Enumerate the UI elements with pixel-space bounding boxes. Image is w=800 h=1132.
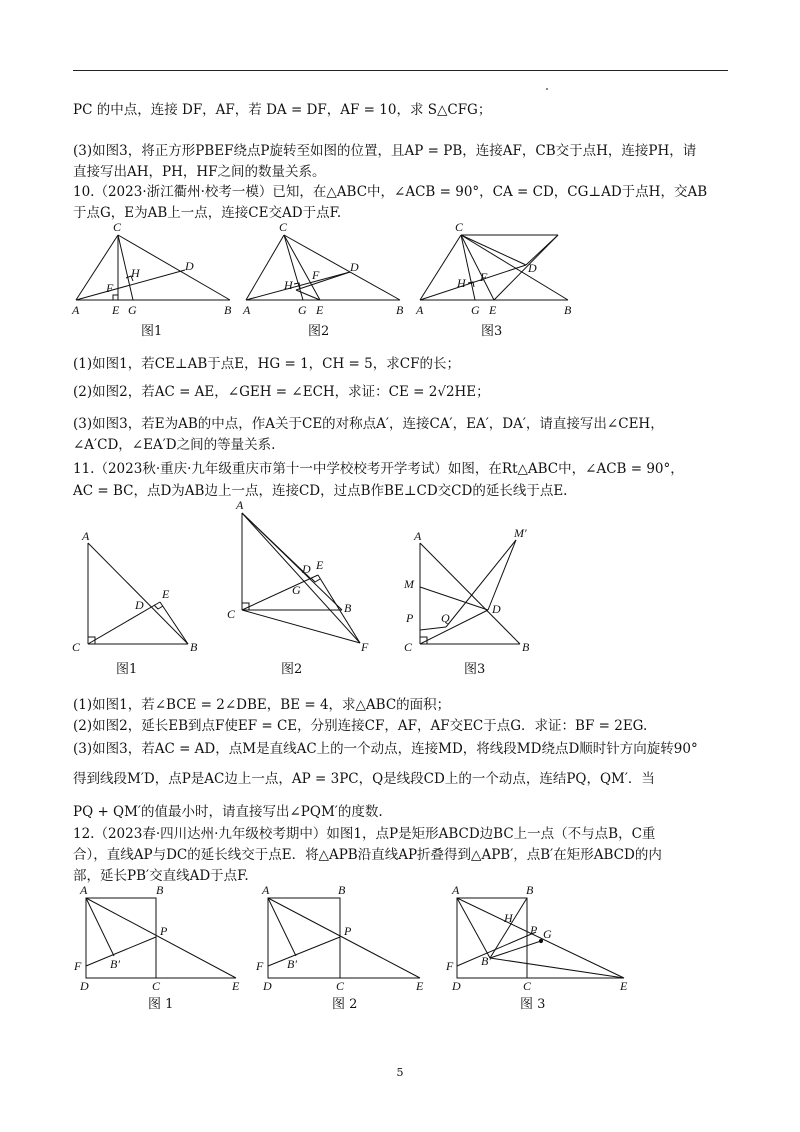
q10-part2: (2)如图2，若AC = AE，∠GEH = ∠ECH，求证：CE = 2√2HE； (73, 384, 490, 400)
q10f3-label-d: D (528, 261, 537, 275)
q10f2-label-h: H (284, 278, 293, 292)
q11-stem-line-2: AC = BC，点D为AB边上一点，连接CD，过点B作BE⊥CD交CD的延长线于点E. (73, 483, 568, 499)
q11f2-label-b: B (344, 601, 352, 615)
q11-part1: (1)如图1，若∠BCE = 2∠DBE，BE = 4，求△ABC的面积； (73, 697, 451, 713)
q12-caption-1: 图 1 (148, 997, 174, 1012)
q12f3-label-f: F (446, 959, 454, 973)
q11-part2: (2)如图2，延长EB到点F使EF = CE，分别连接CF，AF，AF交EC于点G．求证：BF = 2EG. (73, 718, 648, 734)
q11f3-label-d: D (492, 602, 501, 616)
q10f1-label-d: D (185, 259, 194, 273)
q11f2-label-a: A (236, 498, 244, 512)
q12f2-label-a: A (262, 883, 270, 897)
q10-figure-3 (415, 220, 572, 317)
q11-figure-1 (72, 529, 198, 654)
q11f2-label-c: C (227, 607, 236, 621)
q11-part3-line-1: (3)如图3，若AC = AD，点M是直线AC上的一个动点，连接MD，将线段MD绕点D顺时针方向旋转90° (73, 741, 698, 757)
q10-part3-line-1: (3)如图3，若E为AB的中点，作A关于CE的对称点A′，连接CA′，EA′，DA′，请直接写出∠CEH， (73, 416, 664, 432)
q10f1-label-a: A (72, 303, 80, 317)
q11f3-label-q: Q (441, 611, 450, 625)
q12f3-label-c: C (523, 979, 532, 993)
q12f2-label-f: F (256, 959, 264, 973)
q12f2-label-c: C (336, 979, 345, 993)
q10-part1: (1)如图1，若CE⊥AB于点E，HG = 1，CH = 5，求CF的长； (73, 356, 460, 372)
q11-part3-line-3: PQ + QM′的值最小时，请直接写出∠PQM′的度数. (73, 804, 383, 820)
q10f3-label-b: B (564, 303, 572, 317)
q10f2-label-b: B (396, 303, 404, 317)
q12f1-label-c: C (152, 979, 161, 993)
q11f1-label-b: B (190, 640, 198, 654)
q12-figure-2 (255, 883, 424, 993)
q12f3-label-g: G (543, 927, 552, 941)
q11-caption-1: 图1 (116, 662, 138, 677)
q12-figure-1 (73, 883, 240, 993)
q12f3-label-p: P (530, 923, 538, 937)
q12f3-label-h: H (504, 911, 513, 925)
q10f2-label-f: F (312, 268, 320, 282)
q12f2-label-b: B (338, 883, 346, 897)
q12f3-label-a: A (452, 883, 460, 897)
q10f2-label-d: D (350, 260, 359, 274)
q12f2-label-d: D (263, 979, 272, 993)
page-number: 5 (396, 1066, 404, 1079)
q12f1-label-f: F (74, 959, 82, 973)
q12-stem-line-1: 12.（2023春·四川达州·九年级校考期中）如图1，点P是矩形ABCD边BC上一点（不与点B，C重 (73, 826, 656, 842)
q11f2-label-d: D (302, 562, 311, 576)
q12-caption-2: 图 2 (332, 997, 358, 1012)
q10-caption-3: 图3 (481, 324, 503, 339)
q11f2-label-e: E (316, 558, 324, 572)
q10-stem-line-1: 10.（2023·浙江衢州·校考一模）已知，在△ABC中，∠ACB = 90°，CA = CD，CG⊥AD于点H，交AB (73, 184, 708, 200)
q10f3-label-e: E (489, 303, 497, 317)
q12-figure-3 (445, 883, 628, 993)
q12f1-label-b-prime: B′ (110, 957, 120, 971)
q12-stem-line-3: 部，延长PB′交直线AD于点F. (73, 868, 249, 884)
q10-part3-line-2: ∠A′CD，∠EA′D之间的等量关系. (73, 437, 276, 453)
q12f1-label-p: P (160, 924, 168, 938)
q11f2-label-f: F (361, 640, 369, 654)
text-line-1: PC 的中点，连接 DF，AF，若 DA = DF，AF = 10，求 S△CFG； (73, 102, 492, 118)
q10f1-label-e: E (112, 303, 120, 317)
q12f3-label-e: E (620, 979, 628, 993)
q12f2-label-p: P (344, 924, 352, 938)
q11f1-label-a: A (82, 529, 90, 543)
q11f3-label-b: B (522, 640, 530, 654)
text-line-2: (3)如图3，将正方形PBEF绕点P旋转至如图的位置，且AP = PB，连接AF，CB交于点H，连接PH，请 (73, 143, 697, 159)
q10f2-label-e: E (316, 303, 324, 317)
q10f1-label-h: H (131, 266, 140, 280)
q10f1-label-c: C (113, 220, 122, 234)
q12f1-label-b: B (156, 883, 164, 897)
q10f2-label-a: A (243, 303, 251, 317)
q10-figure-1 (71, 220, 232, 317)
q10f1-label-b: B (224, 303, 232, 317)
q11f3-label-a: A (414, 529, 422, 543)
q11-part3-line-2: 得到线段M′D，点P是AC边上一点，AP = 3PC，Q是线段CD上的一个动点，连结PQ，QM′．当 (73, 771, 655, 787)
q11-figure-3 (403, 526, 530, 654)
q11f3-label-c: C (404, 640, 413, 654)
q12f2-label-b-prime: B′ (287, 957, 297, 971)
q10-figure-2 (242, 220, 404, 317)
q11f1-label-e: E (162, 587, 170, 601)
q10f3-label-c: C (455, 220, 464, 234)
q10-caption-2: 图2 (308, 324, 330, 339)
q10-caption-1: 图1 (141, 324, 163, 339)
q10f1-label-f: F (106, 281, 114, 295)
q10f3-label-a: A (416, 303, 424, 317)
q12-caption-3: 图 3 (520, 997, 546, 1012)
q12f3-label-d: D (452, 979, 461, 993)
q10f2-label-g: G (298, 303, 307, 317)
q10f1-label-g: G (128, 303, 137, 317)
q10f3-label-f: F (480, 270, 488, 284)
q12f1-label-d: D (80, 979, 89, 993)
q11f3-label-m: M (404, 577, 414, 591)
q10f3-label-h: H (457, 276, 466, 290)
q12f1-label-a: A (80, 883, 88, 897)
q11f1-label-c: C (72, 640, 81, 654)
q10f3-label-g: G (471, 303, 480, 317)
q11f2-label-g: G (292, 583, 301, 597)
q11f1-label-d: D (135, 598, 144, 612)
q12f3-label-b: B (526, 883, 534, 897)
q12f3-label-b-prime: B′ (481, 954, 491, 968)
q11-stem-line-1: 11.（2023秋·重庆·九年级重庆市第十一中学校校考开学考试）如图，在Rt△ABC中，∠ACB = 90°， (73, 461, 684, 477)
q11-figure-2 (227, 498, 369, 654)
q12f1-label-e: E (232, 979, 240, 993)
q10f2-label-c: C (279, 220, 288, 234)
text-line-3: 直接写出AH，PH，HF之间的数量关系。 (73, 164, 326, 180)
q11-caption-2: 图2 (281, 662, 303, 677)
q11-caption-3: 图3 (464, 662, 486, 677)
q10-stem-line-2: 于点G，E为AB上一点，连接CE交AD于点F. (73, 205, 342, 221)
q11f3-label-m-prime: M′ (514, 526, 527, 540)
q11f3-label-p: P (406, 611, 414, 625)
q12-stem-line-2: 合），直线AP与DC的延长线交于点E．将△APB沿直线AP折叠得到△APB′，点B′在矩形ABCD的内 (73, 847, 662, 863)
q12f2-label-e: E (416, 979, 424, 993)
